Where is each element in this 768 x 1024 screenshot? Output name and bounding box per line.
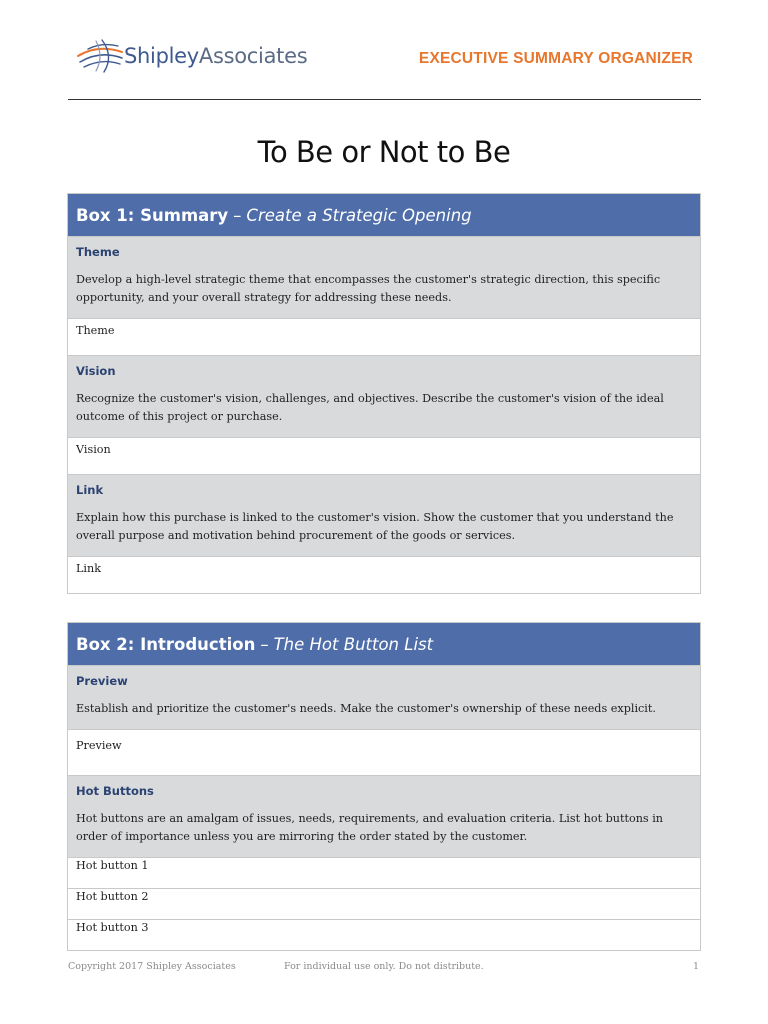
box-label: Box 1: Summary	[76, 205, 229, 225]
distribution-notice: For individual use only. Do not distribute.	[284, 961, 484, 972]
vision-field[interactable]: Vision	[68, 437, 700, 474]
link-field[interactable]: Link	[68, 556, 700, 593]
box-subtitle: The Hot Button List	[273, 634, 434, 654]
hot-button-2-field[interactable]: Hot button 2	[68, 888, 700, 919]
section-instructions: Develop a high-level strategic theme that encompasses the customer's strategic direction, this specific opportunity, and your overall strategy for addressing these needs.	[76, 273, 661, 304]
hot-button-3-field[interactable]: Hot button 3	[68, 919, 700, 950]
guidance-link	[68, 474, 700, 556]
box-introduction	[67, 622, 701, 951]
guidance-theme	[68, 236, 700, 318]
box-label: Box 2: Introduction	[76, 634, 256, 654]
globe-logo-icon	[74, 36, 126, 76]
section-instructions: Establish and prioritize the customer's needs. Make the customer's ownership of these needs explicit.	[76, 702, 656, 715]
box-separator: –	[233, 205, 242, 225]
guidance-hot-buttons	[68, 775, 700, 857]
field-text: Preview	[76, 739, 122, 752]
box-subtitle: Create a Strategic Opening	[246, 205, 472, 225]
box-header	[68, 194, 700, 236]
section-label: Vision	[76, 364, 116, 378]
box-header	[68, 623, 700, 665]
section-label: Preview	[76, 674, 128, 688]
section-instructions: Hot buttons are an amalgam of issues, needs, requirements, and evaluation criteria. List hot buttons in order of importance unless you are mirroring the order stated by the customer.	[76, 812, 664, 843]
section-instructions: Explain how this purchase is linked to the customer's vision. Show the customer that you understand the overall purpose and motivation behind procurement of the goods or services.	[76, 511, 674, 542]
box-summary	[67, 193, 701, 594]
theme-field[interactable]: Theme	[68, 318, 700, 355]
section-instructions: Recognize the customer's vision, challenges, and objectives. Describe the customer's vision of the ideal outcome of this project or purchase.	[76, 392, 664, 423]
copyright-text: Copyright 2017 Shipley Associates	[68, 961, 236, 972]
box-separator: –	[260, 634, 269, 654]
guidance-preview	[68, 665, 700, 729]
guidance-vision	[68, 355, 700, 437]
page-title: To Be or Not to Be	[257, 135, 511, 169]
section-label: Theme	[76, 245, 120, 259]
section-label: Link	[76, 483, 104, 497]
document-type: EXECUTIVE SUMMARY ORGANIZER	[418, 50, 693, 67]
logo-text: ShipleyAssociates	[124, 44, 308, 68]
section-label: Hot Buttons	[76, 784, 154, 798]
company-logo	[74, 36, 307, 76]
preview-field[interactable]	[68, 729, 700, 775]
page-number: 1	[692, 961, 699, 972]
hot-button-1-field[interactable]: Hot button 1	[68, 857, 700, 888]
page-header	[68, 28, 701, 100]
